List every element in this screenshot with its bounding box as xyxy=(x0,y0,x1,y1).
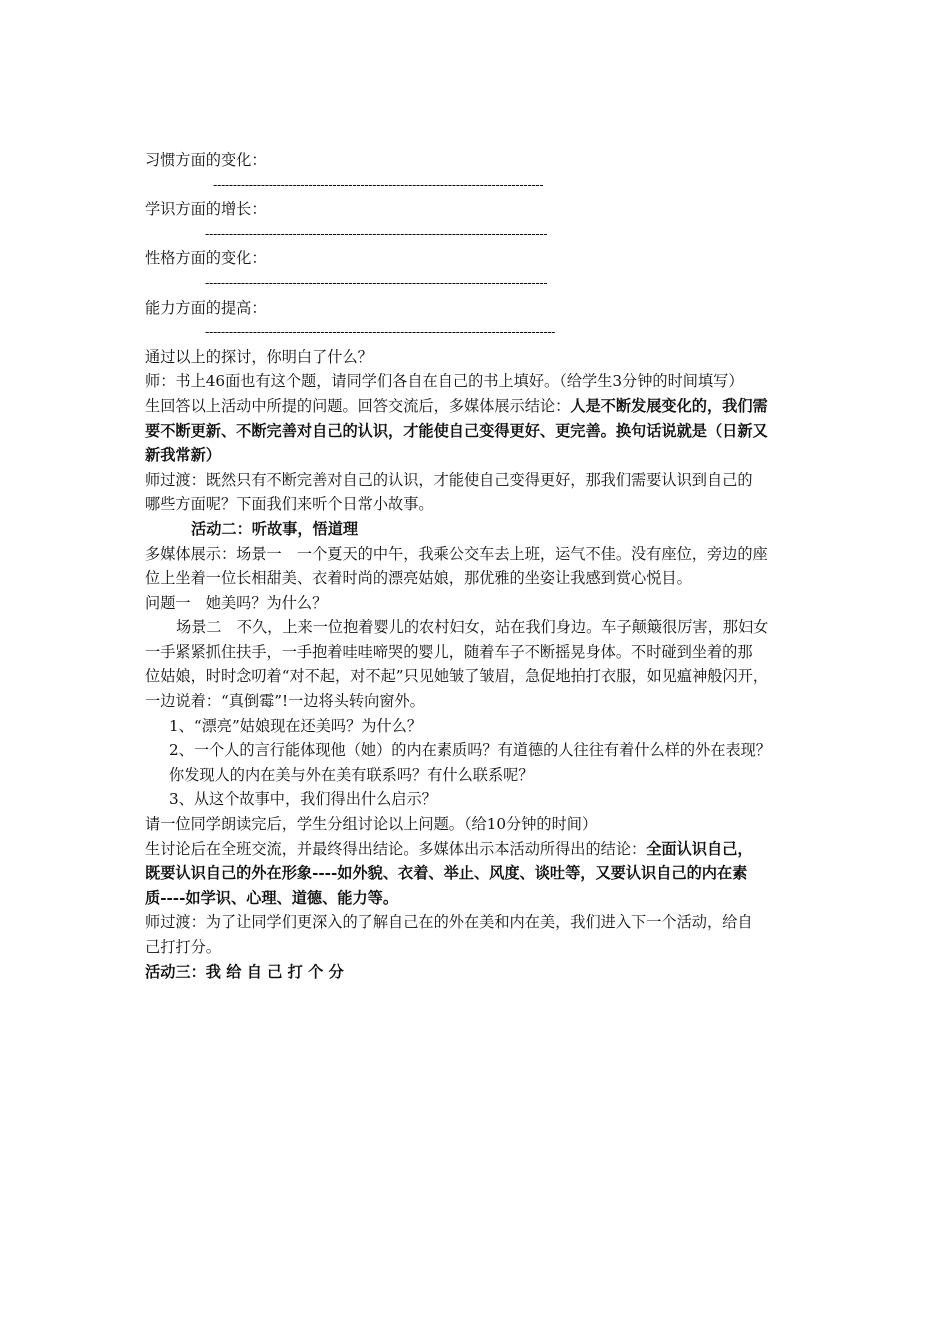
list-item-2: 2、一个人的言行能体现他（她）的内在素质吗？有道德的人往往有着什么样的外在表现？ xyxy=(169,741,771,760)
scene-one-line-2: 位上坐着一位长相甜美、衣着时尚的漂亮姑娘，那优雅的坐姿让我感到赏心悦目。 xyxy=(145,569,692,588)
list-item-2-cont: 你发现人的内在美与外在美有联系吗？有什么联系呢？ xyxy=(169,765,534,784)
knowledge-growth-blank: -------------------------------------------------------------------------------------- xyxy=(205,225,548,241)
scene-two-line-4: 一边说着：“真倒霉”!一边将头转向窗外。 xyxy=(145,692,425,711)
ability-improve-blank: ---------------------------------------------------------------------------------------- xyxy=(205,324,556,340)
group-discussion-line: 请一位同学朗读完后，学生分组讨论以上问题。（给10分钟的时间） xyxy=(145,815,598,834)
conclusion2-line-1 xyxy=(145,837,825,862)
conclusion-bold-start: 人是不断发展变化的，我们需 xyxy=(570,396,768,415)
ability-improve-label: 能力方面的提高： xyxy=(145,298,267,317)
conclusion2-bold-start: 全面认识自己， xyxy=(646,839,753,858)
conclusion2-line-3: 质----如学识、心理、道德、能力等。 xyxy=(145,888,399,907)
transition-line-1: 师过渡：既然只有不断完善对自己的认识，才能使自己变得更好，那我们需要认识到自己的 xyxy=(145,470,753,489)
conclusion-intro: 生回答以上活动中所提的问题。回答交流后，多媒体展示结论： xyxy=(145,396,571,415)
activity-two-heading: 活动二：听故事，悟道理 xyxy=(191,519,359,538)
document-page xyxy=(145,148,825,984)
habit-change-label: 习惯方面的变化： xyxy=(145,151,267,169)
personality-change-label: 性格方面的变化： xyxy=(145,249,267,268)
personality-change-blank: -------------------------------------------------------------------------------------- xyxy=(205,274,548,290)
scene-two-line-1: 场景二 不久，上来一位抱着婴儿的农村妇女，站在我们身边。车子颠簸很厉害，那妇女 xyxy=(176,618,769,637)
conclusion-line-3: 新我常新） xyxy=(145,446,221,465)
transition-line-2: 哪些方面呢？下面我们来听个日常小故事。 xyxy=(145,495,434,514)
transition2-line-2: 己打打分。 xyxy=(145,938,221,956)
scene-one-line-1: 多媒体展示：场景一 一个夏天的中午，我乘公交车去上班，运气不佳。没有座位，旁边的座 xyxy=(145,544,768,563)
conclusion-line-2: 要不断更新、不断完善对自己的认识，才能使自己变得更好、更完善。换句话说就是（日新又 xyxy=(145,421,768,440)
question-line: 通过以上的探讨，你明白了什么？ xyxy=(145,347,373,366)
list-item-3: 3、从这个故事中，我们得出什么启示？ xyxy=(169,790,437,809)
activity-three-heading: 活动三：我 给 自 己 打 个 分 xyxy=(145,962,344,981)
list-item-1: 1、“漂亮”姑娘现在还美吗？为什么？ xyxy=(169,716,423,735)
transition2-line-1: 师过渡：为了让同学们更深入的了解自己在的外在美和内在美，我们进入下一个活动，给自 xyxy=(145,913,753,932)
conclusion2-line-2: 既要认识自己的外在形象----如外貌、衣着、举止、风度、谈吐等，又要认识自己的内在素 xyxy=(145,864,748,883)
knowledge-growth-label: 学识方面的增长： xyxy=(145,200,267,219)
conclusion2-intro: 生讨论后在全班交流，并最终得出结论。多媒体出示本活动所得出的结论： xyxy=(145,839,647,858)
teacher-instruction: 师：书上46面也有这个题，请同学们各自在自己的书上填好。（给学生3分钟的时间填写） xyxy=(145,372,744,391)
scene-two-line-2: 一手紧紧抓住扶手，一手抱着哇哇啼哭的婴儿，随着车子不断摇晃身体。不时碰到坐着的那 xyxy=(145,642,753,661)
question-one: 问题一 她美吗？为什么？ xyxy=(145,593,328,612)
conclusion-line-1 xyxy=(145,394,825,419)
habit-change-blank: ----------------------------------------------------------------------------------- xyxy=(213,176,544,192)
scene-two-line-3: 位姑娘，时时念叨着“对不起，对不起”只见她皱了皱眉，急促地拍打衣服，如见瘟神般闪开， xyxy=(145,667,769,686)
